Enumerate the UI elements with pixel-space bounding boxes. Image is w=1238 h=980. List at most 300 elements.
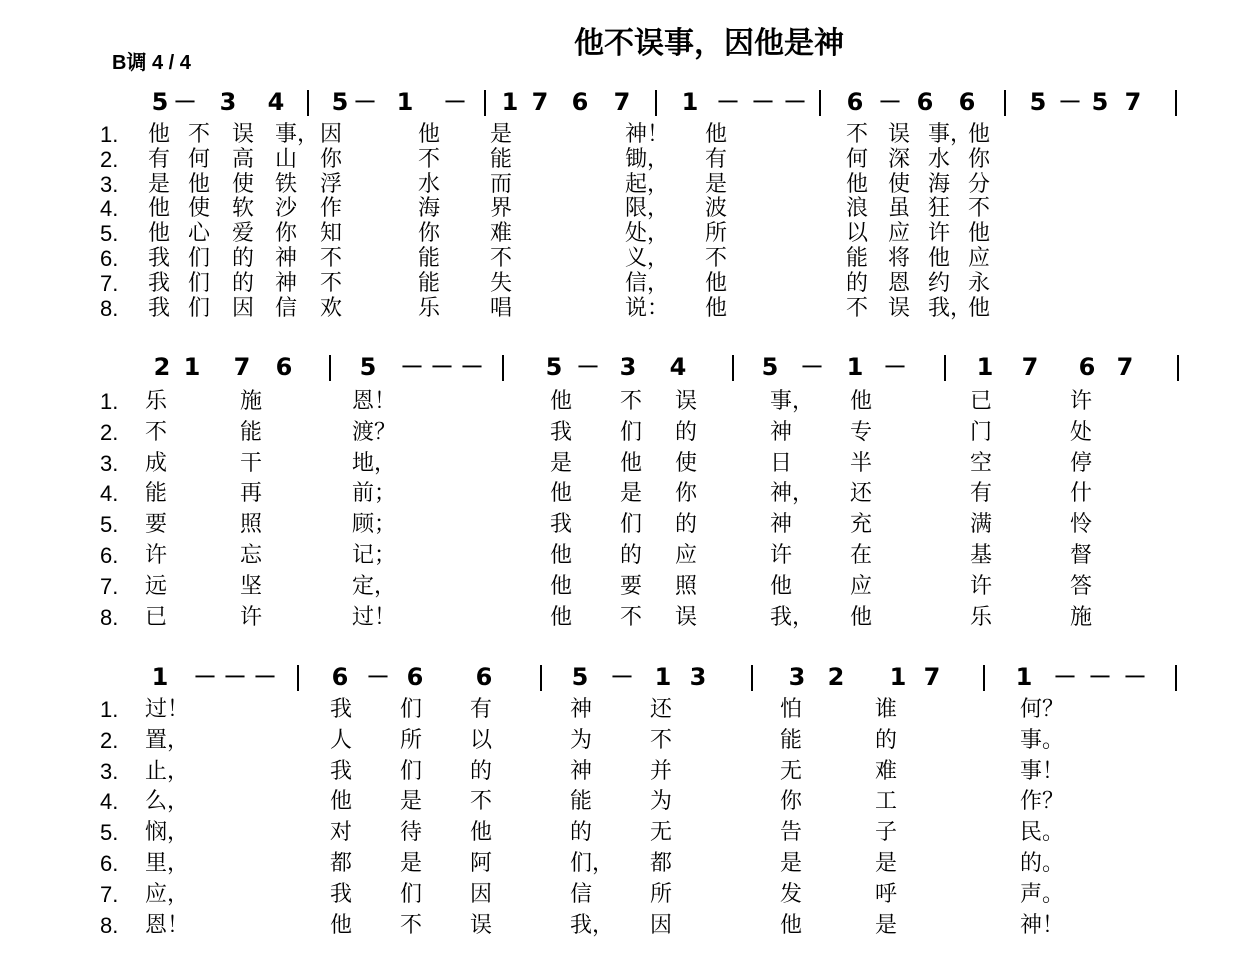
note: 7: [233, 353, 251, 381]
lyric-syllable: 我: [330, 697, 353, 722]
lyric-syllable: 不: [620, 389, 643, 414]
dash-note: －: [883, 353, 907, 381]
lyric-row: [100, 171, 991, 197]
note: 6: [275, 353, 293, 381]
lyric-syllable: 许: [145, 543, 168, 568]
lyric-syllable: 乐: [145, 389, 168, 414]
verse-number: 1.: [100, 697, 119, 722]
lyric-syllable: 有: [470, 697, 493, 722]
lyric-syllable: 以: [846, 221, 869, 247]
lyric-syllable: 许: [928, 221, 951, 247]
lyric-syllable: 误: [675, 604, 698, 630]
note: 7: [1124, 88, 1142, 116]
verse-number: 8.: [100, 604, 119, 630]
lyric-syllable: 前；: [352, 481, 397, 507]
lyric-syllable: 的。: [1020, 851, 1065, 876]
lyric-syllable: 们: [400, 697, 423, 722]
lyric-syllable: 他: [550, 389, 573, 414]
lyric-syllable: 充: [850, 512, 873, 538]
lyric-syllable: 们: [400, 758, 423, 784]
lyric-syllable: 成: [145, 450, 168, 476]
lyric-syllable: 使: [675, 450, 698, 476]
lyric-syllable: 再: [240, 481, 263, 507]
lyric-syllable: 谁: [875, 697, 898, 722]
dash-note: －: [253, 663, 277, 691]
lyric-syllable: 神: [570, 758, 593, 784]
lyric-syllable: 他: [968, 221, 991, 247]
lyric-syllable: 水: [928, 146, 951, 172]
lyric-syllable: 应: [675, 543, 698, 568]
lyric-syllable: 的: [232, 270, 255, 296]
lyric-syllable: 将: [888, 246, 911, 271]
dash-note: －: [800, 353, 824, 381]
lyric-syllable: 因: [470, 881, 493, 907]
lyric-syllable: 的: [470, 758, 493, 784]
lyric-syllable: 因: [650, 912, 673, 938]
lyric-syllable: 永: [968, 270, 991, 296]
dash-note: －: [610, 663, 634, 691]
note: 1: [889, 663, 907, 691]
lyric-syllable: 事，: [928, 122, 973, 147]
lyric-syllable: 神！: [1020, 912, 1065, 938]
verse-number: 3.: [100, 758, 119, 784]
verse-number: 3.: [100, 450, 119, 476]
lyric-syllable: 他: [705, 295, 728, 321]
lyric-syllable: 他: [418, 122, 441, 147]
note: 5: [331, 88, 349, 116]
lyric-syllable: 们: [188, 295, 211, 321]
lyric-syllable: 事，: [275, 122, 320, 147]
lyric-syllable: 是: [705, 171, 728, 197]
lyric-syllable: 他: [188, 171, 211, 197]
lyric-syllable: 们: [400, 881, 423, 907]
lyric-syllable: 专: [850, 419, 873, 445]
lyric-syllable: 还: [850, 481, 873, 507]
lyric-syllable: 知: [320, 221, 343, 247]
verse-number: 4.: [100, 481, 119, 507]
lyric-syllable: 我: [550, 512, 573, 538]
dash-note: －: [366, 663, 390, 691]
lyric-syllable: 误: [232, 122, 255, 147]
lyric-syllable: 有: [148, 146, 171, 172]
lyric-row: [100, 221, 991, 247]
lyric-syllable: 他: [928, 246, 951, 271]
dash-note: －: [716, 88, 740, 116]
lyric-syllable: 波: [705, 196, 728, 222]
lyric-syllable: 误: [888, 295, 911, 321]
note: 6: [958, 88, 976, 116]
note: 2: [153, 353, 171, 381]
dash-note: －: [173, 88, 197, 116]
lyric-syllable: 能: [846, 246, 869, 271]
lyric-syllable: 坚: [240, 573, 263, 599]
lyric-syllable: 作: [320, 196, 343, 222]
lyric-syllable: 都: [650, 851, 673, 876]
lyric-syllable: 渡？: [352, 419, 397, 445]
lyric-syllable: 他: [550, 481, 573, 507]
lyric-syllable: 神: [275, 270, 298, 296]
note: 6: [331, 663, 349, 691]
lyric-syllable: 所: [650, 881, 673, 907]
lyric-syllable: 你: [418, 221, 441, 247]
lyric-syllable: 空: [970, 450, 993, 476]
lyric-syllable: 你: [275, 221, 298, 247]
lyric-syllable: 门: [970, 419, 993, 445]
lyric-syllable: 子: [875, 820, 898, 846]
lyric-row: [100, 820, 1065, 846]
lyric-syllable: 答: [1070, 573, 1093, 599]
lyric-row: [100, 604, 1093, 630]
lyric-syllable: 限，: [625, 196, 670, 222]
lyric-row: [100, 246, 991, 271]
lyric-syllable: 阿: [470, 851, 493, 876]
dash-note: －: [1053, 663, 1077, 691]
lyric-syllable: 神，: [770, 481, 815, 507]
lyric-row: [100, 543, 1093, 568]
lyric-syllable: 以: [470, 727, 493, 753]
lyric-syllable: 并: [650, 758, 673, 784]
lyric-syllable: 满: [970, 512, 993, 538]
dash-note: －: [1123, 663, 1147, 691]
lyric-syllable: 要: [620, 573, 643, 599]
verse-number: 7.: [100, 573, 119, 599]
lyric-syllable: 不: [620, 604, 643, 630]
verse-number: 6.: [100, 246, 119, 271]
lyric-syllable: 乐: [970, 604, 993, 630]
lyric-row: [100, 270, 991, 296]
lyric-row: [100, 573, 1093, 599]
lyric-syllable: 神: [275, 246, 298, 271]
lyric-syllable: 我: [148, 270, 171, 296]
verse-number: 2.: [100, 146, 119, 172]
lyric-syllable: 应: [968, 246, 991, 271]
lyric-syllable: 锄，: [625, 146, 670, 172]
lyric-syllable: 虽: [888, 196, 911, 222]
lyric-syllable: 我: [330, 881, 353, 907]
lyric-syllable: 民。: [1020, 820, 1065, 846]
dash-note: －: [1088, 663, 1112, 691]
lyric-syllable: 恩！: [352, 389, 397, 414]
key-signature: B调 4 / 4: [112, 52, 191, 74]
note: 5: [1029, 88, 1047, 116]
verse-number: 3.: [100, 171, 119, 197]
lyric-syllable: 们: [188, 246, 211, 271]
lyric-syllable: 他: [470, 820, 493, 846]
lyric-syllable: 他: [550, 604, 573, 630]
lyric-syllable: 神！: [625, 122, 670, 147]
lyric-syllable: 还: [650, 697, 673, 722]
verse-number: 6.: [100, 543, 119, 568]
lyric-syllable: 不: [705, 246, 728, 271]
lyric-syllable: 难: [490, 221, 513, 247]
lyric-syllable: 告: [780, 820, 803, 846]
lyric-row: [100, 789, 1065, 815]
lyric-syllable: 能: [240, 419, 263, 445]
lyric-syllable: 是: [875, 912, 898, 938]
lyric-syllable: 呼: [875, 881, 898, 907]
lyric-syllable: 起，: [625, 171, 670, 197]
lyric-syllable: 督: [1070, 543, 1093, 568]
lyric-syllable: 有: [705, 146, 728, 172]
lyric-row: [100, 697, 1065, 722]
lyric-syllable: 对: [330, 820, 353, 846]
lyric-syllable: 水: [418, 171, 441, 197]
note: 1: [846, 353, 864, 381]
lyric-row: [100, 481, 1093, 507]
lyric-syllable: 我，: [770, 604, 815, 630]
note: 6: [475, 663, 493, 691]
lyric-syllable: 忘: [240, 543, 263, 568]
lyric-syllable: 欢: [320, 295, 343, 321]
lyric-syllable: 们，: [570, 851, 615, 876]
verse-number: 1.: [100, 389, 119, 414]
lyric-syllable: 应: [888, 221, 911, 247]
lyric-syllable: 止，: [145, 758, 190, 784]
lyric-syllable: 们: [620, 419, 643, 445]
lyric-syllable: 他: [330, 912, 353, 938]
lyric-syllable: 我，: [928, 295, 973, 321]
lyric-syllable: 里，: [145, 851, 190, 876]
lyric-syllable: 他: [770, 573, 793, 599]
lyric-syllable: 在: [850, 543, 873, 568]
lyric-syllable: 是: [780, 851, 803, 876]
lyric-syllable: 事。: [1020, 727, 1065, 753]
lyric-syllable: 停: [1070, 450, 1093, 476]
note: 4: [669, 353, 687, 381]
lyric-syllable: 施: [240, 389, 263, 414]
lyric-row: [100, 727, 1065, 753]
lyric-syllable: 不: [320, 270, 343, 296]
note: 4: [267, 88, 285, 116]
lyric-syllable: 怕: [780, 697, 803, 722]
lyric-syllable: 为: [650, 789, 673, 815]
lyric-syllable: 已: [145, 604, 168, 630]
lyric-syllable: 他: [968, 122, 991, 147]
lyric-syllable: 不: [320, 246, 343, 271]
lyric-row: [100, 512, 1093, 538]
lyric-syllable: 不: [846, 295, 869, 321]
lyric-syllable: 误: [470, 912, 493, 938]
lyric-row: [100, 146, 991, 172]
lyric-syllable: 能: [780, 727, 803, 753]
lyric-syllable: 顾；: [352, 512, 397, 538]
note: 5: [1091, 88, 1109, 116]
verse-number: 6.: [100, 851, 119, 876]
lyric-syllable: 事，: [770, 389, 815, 414]
lyric-syllable: 是: [148, 171, 171, 197]
dash-note: －: [443, 88, 467, 116]
lyric-syllable: 恩: [888, 270, 911, 296]
note: 5: [359, 353, 377, 381]
lyric-syllable: 我，: [570, 912, 615, 938]
lyric-syllable: 何: [846, 146, 869, 172]
lyric-syllable: 已: [970, 389, 993, 414]
note: 2: [827, 663, 845, 691]
lyric-syllable: 照: [675, 573, 698, 599]
lyric-syllable: 待: [400, 820, 423, 846]
lyric-syllable: 不: [846, 122, 869, 147]
note: 3: [219, 88, 237, 116]
lyric-syllable: 应: [850, 573, 873, 599]
lyric-syllable: 神: [770, 419, 793, 445]
note: 3: [689, 663, 707, 691]
lyric-syllable: 照: [240, 512, 263, 538]
note: 1: [396, 88, 414, 116]
lyric-syllable: 远: [145, 573, 168, 599]
note: 1: [654, 663, 672, 691]
lyric-syllable: 能: [145, 481, 168, 507]
lyric-syllable: 信，: [625, 270, 670, 296]
lyric-syllable: 他: [330, 789, 353, 815]
verse-number: 4.: [100, 196, 119, 222]
lyric-syllable: 使: [188, 196, 211, 222]
verse-number: 5.: [100, 820, 119, 846]
lyric-syllable: 是: [620, 481, 643, 507]
lyric-syllable: 能: [418, 246, 441, 271]
note: 6: [846, 88, 864, 116]
lyric-syllable: 他: [148, 122, 171, 147]
lyric-syllable: 误: [888, 122, 911, 147]
lyric-syllable: 地，: [352, 450, 397, 476]
lyric-syllable: 深: [888, 146, 911, 172]
dash-note: －: [460, 353, 484, 381]
dash-note: －: [193, 663, 217, 691]
verse-number: 1.: [100, 122, 119, 147]
lyric-row: [100, 295, 991, 321]
lyric-syllable: 过！: [145, 697, 190, 722]
lyric-syllable: 分: [968, 171, 991, 197]
lyric-syllable: 作？: [1020, 789, 1065, 815]
note: 1: [976, 353, 994, 381]
verse-number: 5.: [100, 512, 119, 538]
lyric-syllable: 处: [1070, 419, 1093, 445]
lyric-row: [100, 419, 1093, 445]
note: 7: [1021, 353, 1039, 381]
lyric-syllable: 所: [705, 221, 728, 247]
lyric-syllable: 他: [850, 389, 873, 414]
note: 1: [501, 88, 519, 116]
lyric-syllable: 信: [275, 295, 298, 321]
lyric-row: [100, 389, 1093, 414]
note: 3: [619, 353, 637, 381]
lyric-syllable: 是: [550, 450, 573, 476]
verse-number: 8.: [100, 912, 119, 938]
lyric-syllable: 不: [968, 196, 991, 222]
lyric-syllable: 界: [490, 196, 513, 222]
lyric-syllable: 的: [675, 419, 698, 445]
lyric-syllable: 狂: [928, 196, 951, 222]
lyric-row: [100, 851, 1065, 876]
lyric-syllable: 山: [275, 146, 298, 172]
lyric-syllable: 许: [1070, 389, 1093, 414]
verse-number: 2.: [100, 727, 119, 753]
lyric-syllable: 我: [330, 758, 353, 784]
lyric-syllable: 无: [650, 820, 673, 846]
lyric-syllable: 许: [240, 604, 263, 630]
lyric-syllable: 许: [770, 543, 793, 568]
lyric-syllable: 怜: [1070, 512, 1093, 538]
note: 3: [788, 663, 806, 691]
lyric-syllable: 是: [400, 851, 423, 876]
lyric-syllable: 日: [770, 450, 793, 476]
lyric-syllable: 而: [490, 171, 513, 197]
lyric-row: [100, 758, 1065, 784]
lyric-syllable: 不: [470, 789, 493, 815]
lyric-syllable: 要: [145, 512, 168, 538]
lyric-syllable: 因: [232, 295, 255, 321]
lyric-syllable: 浮: [320, 171, 343, 197]
lyric-syllable: 因: [320, 122, 343, 147]
lyric-syllable: 能: [418, 270, 441, 296]
lyric-syllable: 海: [928, 171, 951, 197]
lyric-syllable: 约: [928, 270, 951, 296]
lyric-syllable: 神: [770, 512, 793, 538]
dash-note: －: [576, 353, 600, 381]
lyric-row: [100, 122, 991, 147]
lyric-syllable: 信: [570, 881, 593, 907]
lyric-syllable: 们: [188, 270, 211, 296]
lyric-syllable: 是: [875, 851, 898, 876]
lyric-syllable: 海: [418, 196, 441, 222]
lyric-syllable: 他: [550, 573, 573, 599]
lyric-syllable: 不: [145, 419, 168, 445]
note: 5: [761, 353, 779, 381]
lyric-syllable: 过！: [352, 604, 397, 630]
note: 5: [571, 663, 589, 691]
lyric-syllable: 的: [675, 512, 698, 538]
dash-note: －: [783, 88, 807, 116]
lyric-syllable: 不: [418, 146, 441, 172]
dash-note: －: [430, 353, 454, 381]
lyric-syllable: 他: [705, 122, 728, 147]
lyric-syllable: 有: [970, 481, 993, 507]
lyric-syllable: 你: [968, 146, 991, 172]
lyric-row: [100, 881, 1065, 907]
note: 5: [151, 88, 169, 116]
note: 1: [681, 88, 699, 116]
note: 1: [151, 663, 169, 691]
lyric-syllable: 不: [188, 122, 211, 147]
note: 6: [406, 663, 424, 691]
note: 7: [1116, 353, 1134, 381]
lyric-syllable: 使: [888, 171, 911, 197]
note: 7: [613, 88, 631, 116]
lyric-syllable: 工: [875, 789, 898, 815]
lyric-syllable: 不: [490, 246, 513, 271]
lyric-syllable: 能: [490, 146, 513, 172]
lyric-syllable: 的: [846, 270, 869, 296]
note: 6: [571, 88, 589, 116]
lyric-syllable: 误: [675, 389, 698, 414]
verse-number: 4.: [100, 789, 119, 815]
lyric-syllable: 你: [675, 481, 698, 507]
lyric-syllable: 高: [232, 146, 255, 172]
lyric-syllable: 软: [232, 196, 255, 222]
verse-number: 5.: [100, 221, 119, 247]
note: 6: [916, 88, 934, 116]
lyric-syllable: 他: [780, 912, 803, 938]
lyric-syllable: 是: [490, 122, 513, 147]
lyric-syllable: 么，: [145, 789, 190, 815]
lyric-syllable: 浪: [846, 196, 869, 222]
lyric-syllable: 声。: [1020, 881, 1065, 907]
lyric-row: [100, 196, 991, 222]
lyric-syllable: 沙: [275, 196, 298, 222]
lyric-syllable: 都: [330, 851, 353, 876]
lyric-syllable: 人: [330, 727, 353, 753]
verse-number: 7.: [100, 270, 119, 296]
lyric-syllable: 他: [968, 295, 991, 321]
